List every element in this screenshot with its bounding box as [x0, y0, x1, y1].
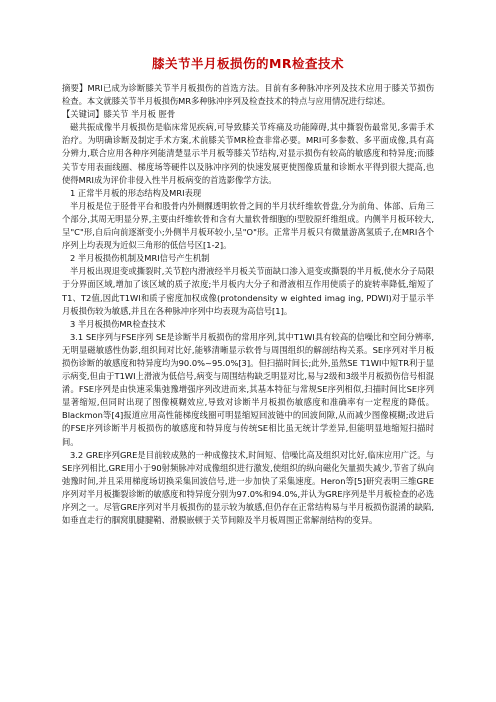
abstract-paragraph: 摘要】MRI已成为诊断膝关节半月板损伤的首选方法。目前有多种脉冲序列及技术应用于膝关节损伤检查。本文就膝关节半月板损伤MR多种脉冲序列及检查技术的特点与应用情况进行综述。 — [62, 83, 434, 107]
section-2-paragraph: 半月板出现退变或撕裂时,关节腔内滑液经半月板关节面缺口渗入退变或撕裂的半月板,使水分子局限于分界面区域,增加了该区域的质子浓度;半月板内大分子和滑液相互作用使质子的旋转率降低,缩短了T1、T2值,因此T1WI和质子密度加权成像(protondensity w eighted imag ing, PDWI)对于显示半月板损伤较为敏感,并且在各种脉冲序列中均表现为高信号[1]。 — [62, 266, 434, 316]
document-body — [62, 82, 434, 527]
section-1-paragraph: 半月板是位于胫骨平台和股骨内外侧髁透明软骨之间的半月状纤维软骨盘,分为前角、体部、后角三个部分,其周无明显分界,主要由纤维软骨和含有大量软骨细胞的ⅰ型胶原纤维组成。内侧半月板环较大,呈"C"形,自后向前逐渐变小;外侧半月板环较小,呈"O"形。正常半月板只有微量游离氢质子,在MRI各个序列上均表现为近似三角形的低信号区[1-2]。 — [62, 200, 434, 251]
intro-paragraph: 磁共振成像半月板损伤是临床常见疾病,可导致膝关节疼痛及功能障碍,其中撕裂伤最常见,多需手术治疗。为明确诊断及制定手术方案,术前膝关节MR检查非常必要。MRI可多参数、多平面成像,具有高分辨力,联合应用各种序列能清楚显示半月板等膝关节结构,对显示损伤有较高的敏感度和特异度;而膝关节专用表面线圈、梯度场等硬件以及脉冲序列的快速发展更使图像质量和诊断水平得到很大提高,也使得MRI成为评价非侵入性半月板病变的首选影像学方法。 — [62, 122, 434, 185]
section-heading-3: 3 半月板损伤MR检查技术 — [70, 318, 166, 329]
section-3-2-paragraph: 3.2 GRE序列GRE是目前较成熟的一种成像技术,时间短、信噪比高及组织对比好,临床应用广泛。与SE序列相比,GRE用小于90射频脉冲对成像组织进行激发,使组织的纵向磁化矢量损失减少,节省了纵向弛豫时间,并且采用梯度场切换采集回波信号,进一步加快了采集速度。Heron等[5]研究表明三维GRE序列对半月板撕裂诊断的敏感度和特异度分别为97.0%和94.0%,并认为GRE序列是半月板检查的必选序列之一。尽管GRE序列对半月板损伤的显示较为敏感,但仍存在正常结构易与半月板损伤混淆的缺陷,如垂直走行的腘窝肌腱腱鞘、滑膜嵌顿于关节间隙及半月板周围正常解剖结构的变异。 — [62, 449, 434, 526]
section-heading-1: 1 正常半月板的形态结构及MRI表现 — [70, 187, 202, 198]
keywords-paragraph: 【关键词】膝关节 半月板 脛骨 — [62, 109, 176, 120]
document-title: 膝关节半月板损伤的MR检查技术 — [151, 56, 345, 71]
section-3-1-paragraph: 3.1 SE序列与FSE序列 SE是诊断半月板损伤的常用序列,其中T1WI具有较高的信噪比和空间分辨率,无明显磁敏感性伪影,组织间对比好,能够清晰显示软骨与周围组织的解剖结构关系。SE序列对半月板损伤诊断的敏感度和特异度均为90.0%~95.0%[3]。但扫描时间长;此外,虽然SE T1WI中短TR利于显示病变,但由于T1WI上滑液为低信号,病变与周围结构缺乏明显对比,易与2级和3级半月板损伤信号相混淆。FSE序列是由快速采集弛豫增强序列改进而来,其基本特征与常规SE序列相似,扫描时间比SE序列显著缩短,但同时出现了图像模糊效应,导致对诊断半月板损伤敏感度和准确率有一定程度的降低。Blackmon等[4]报道应用高性能梯度线圈可明显缩短回波链中的回波间隙,从而减少图像模糊;改进后的FSE序列诊断半月板损伤的敏感度和特异度与传统SE相比虽无统计学差异,但能明显地缩短扫描时间。 — [62, 331, 434, 447]
section-heading-2: 2 半月板损伤机制及MRI信号产生机制 — [70, 253, 210, 264]
